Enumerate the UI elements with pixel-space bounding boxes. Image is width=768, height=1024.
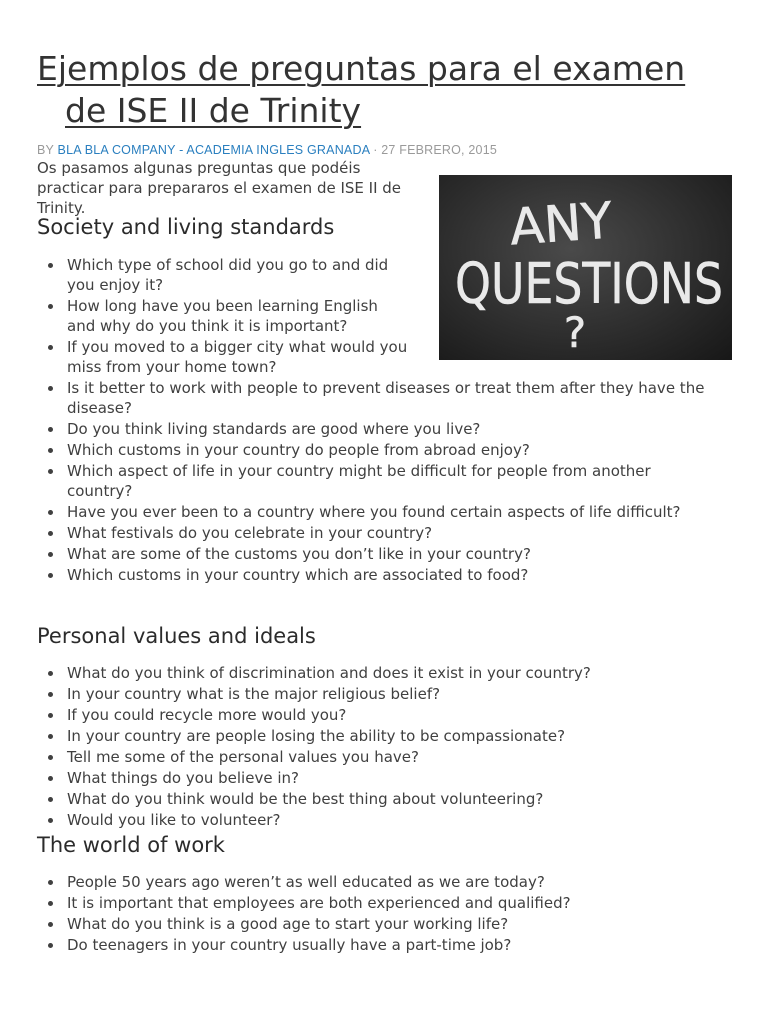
post-date: · 27 FEBRERO, 2015	[369, 143, 498, 157]
list-item: If you could recycle more would you?	[37, 705, 737, 725]
question-list-personal-values	[37, 663, 737, 831]
list-item: What do you think is a good age to start your working life?	[37, 914, 737, 934]
chalk-text-line-2: QUESTIONS	[455, 252, 723, 317]
title-line-1[interactable]: Ejemplos de preguntas para el examen	[37, 49, 686, 88]
list-item: Do you think living standards are good where you live?	[37, 419, 727, 439]
list-item: What festivals do you celebrate in your country?	[37, 523, 727, 543]
list-item: Which type of school did you go to and did you enjoy it?	[37, 255, 417, 295]
section-heading-personal-values: Personal values and ideals	[37, 624, 316, 648]
list-item: What are some of the customs you don’t like in your country?	[37, 544, 727, 564]
section-heading-society: Society and living standards	[37, 215, 335, 239]
list-item: In your country are people losing the ability to be compassionate?	[37, 726, 737, 746]
list-item: It is important that employees are both experienced and qualified?	[37, 893, 737, 913]
list-item: If you moved to a bigger city what would you miss from your home town?	[37, 337, 417, 377]
title-line-2[interactable]: de ISE II de Trinity	[65, 91, 362, 130]
list-item: Which customs in your country do people from abroad enjoy?	[37, 440, 727, 460]
list-item: Tell me some of the personal values you have?	[37, 747, 737, 767]
chalk-text-line-1: ANY	[507, 191, 614, 257]
list-item: People 50 years ago weren’t as well educated as we are today?	[37, 872, 737, 892]
list-item: In your country what is the major religious belief?	[37, 684, 737, 704]
author-link[interactable]: BLA BLA COMPANY - ACADEMIA INGLES GRANADA	[57, 143, 370, 157]
list-item: Do teenagers in your country usually have a part-time job?	[37, 935, 737, 955]
byline-prefix: BY	[37, 143, 58, 157]
article-title[interactable]	[37, 48, 737, 132]
list-item: Have you ever been to a country where you found certain aspects of life difficult?	[37, 502, 727, 522]
chalk-text-line-3: ?	[563, 308, 587, 357]
list-item: Which customs in your country which are associated to food?	[37, 565, 727, 585]
any-questions-chalkboard-image	[439, 175, 732, 360]
list-item: Is it better to work with people to prevent diseases or treat them after they have the disease?	[37, 378, 727, 418]
intro-text: Os pasamos algunas preguntas que podéis practicar para prepararos el examen de ISE II de Trinity.	[37, 159, 402, 217]
list-item: What things do you believe in?	[37, 768, 737, 788]
section-heading-world-of-work: The world of work	[37, 833, 225, 857]
list-item: Would you like to volunteer?	[37, 810, 737, 830]
byline	[37, 143, 497, 157]
list-item: What do you think would be the best thing about volunteering?	[37, 789, 737, 809]
list-item: What do you think of discrimination and does it exist in your country?	[37, 663, 737, 683]
question-list-world-of-work	[37, 872, 737, 956]
list-item: Which aspect of life in your country might be difficult for people from another country?	[37, 461, 717, 501]
list-item: How long have you been learning English and why do you think it is important?	[37, 296, 397, 336]
